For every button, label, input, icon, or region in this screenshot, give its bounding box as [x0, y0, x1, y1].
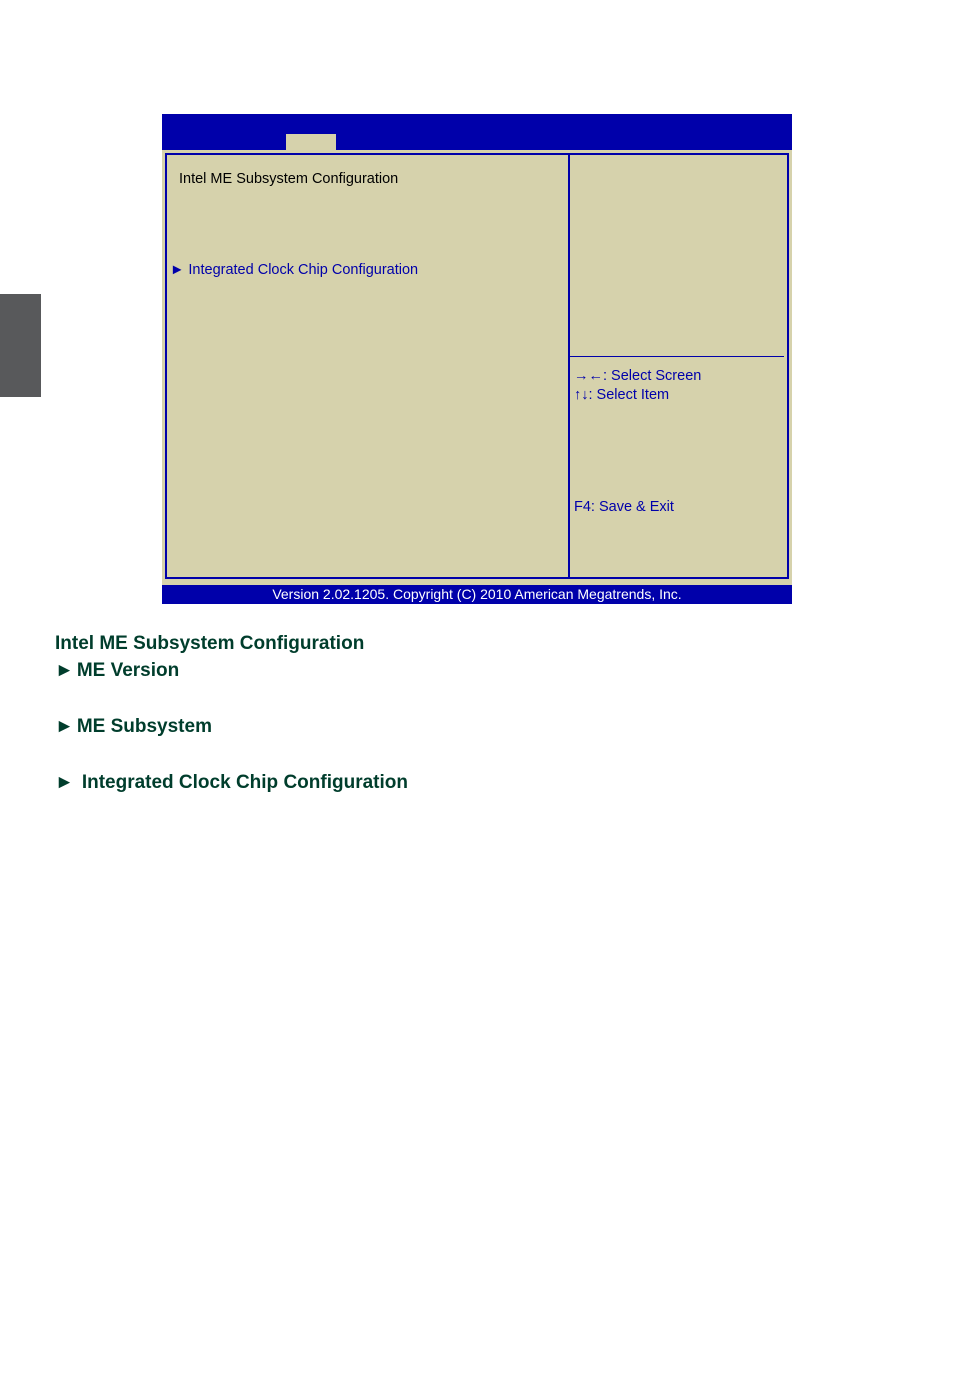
arrow-right-icon: ►: [55, 660, 74, 681]
doc-item-label: ME Version: [76, 660, 180, 681]
bios-page-title: Intel ME Subsystem Configuration: [179, 171, 399, 187]
bios-item-label: Integrated Clock Chip Configuration: [188, 262, 419, 278]
help-save-exit: F4: Save & Exit: [574, 499, 674, 515]
help-select-item: ↑↓: Select Item: [574, 387, 670, 403]
doc-item-label: Integrated Clock Chip Configuration: [81, 772, 408, 793]
doc-item-me-subsystem: [55, 716, 212, 738]
help-select-screen: →←: Select Screen: [574, 368, 702, 384]
doc-item-integrated-clock-chip: [55, 772, 408, 794]
bios-screen: [162, 114, 792, 604]
doc-section-title: Intel ME Subsystem Configuration: [55, 633, 365, 654]
submenu-arrow-icon: ►: [170, 262, 185, 278]
arrow-right-icon: ►: [55, 772, 74, 793]
bios-footer-version: Version 2.02.1205. Copyright (C) 2010 American Megatrends, Inc.: [162, 585, 792, 604]
side-chapter-tab: [0, 294, 41, 397]
bios-panel-divider: [568, 155, 570, 577]
bios-active-tab[interactable]: [286, 134, 336, 150]
arrow-right-icon: ►: [55, 716, 74, 737]
bios-main-frame: [165, 153, 789, 579]
help-panel-divider: [570, 356, 784, 357]
doc-item-me-version: [55, 660, 179, 682]
bios-item-integrated-clock-chip[interactable]: [170, 262, 418, 279]
bios-header-bar: [162, 114, 792, 150]
doc-item-label: ME Subsystem: [76, 716, 212, 737]
